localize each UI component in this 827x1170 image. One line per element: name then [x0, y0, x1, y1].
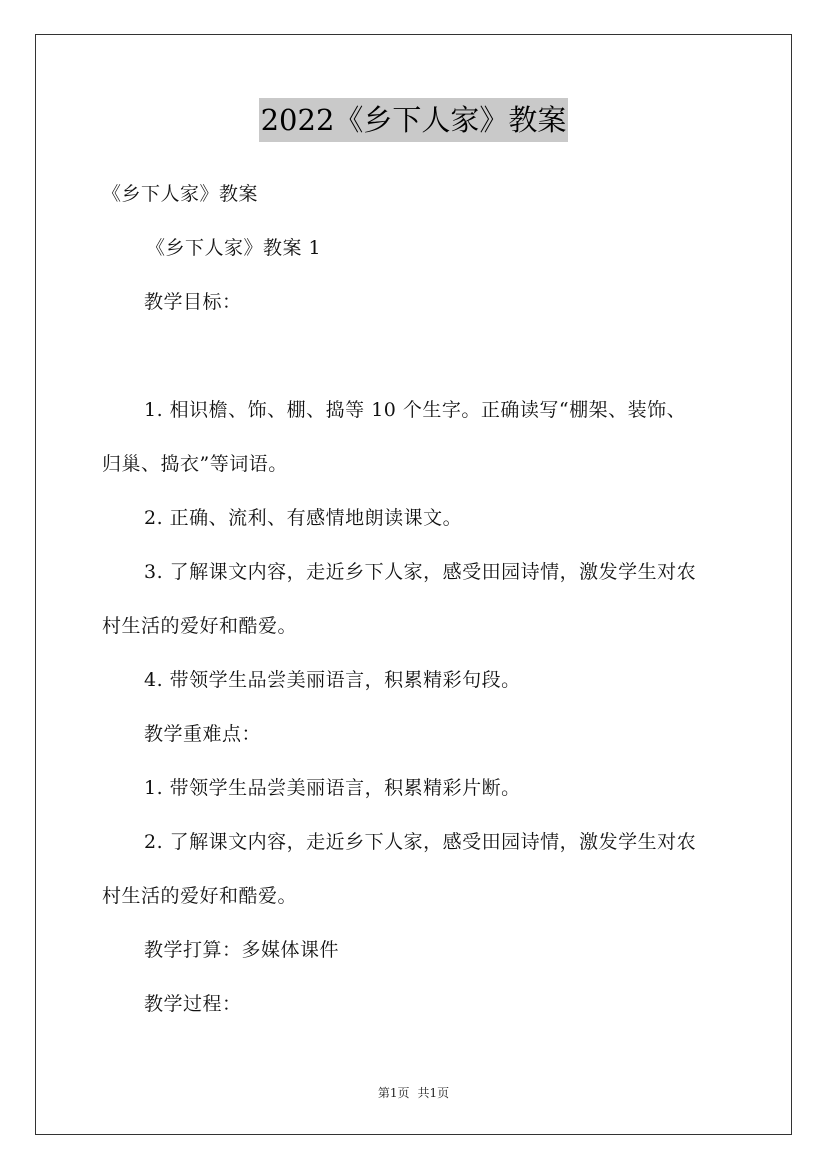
key-point-2-line-2: 村生活的爱好和酷爱。 — [102, 885, 298, 907]
goal-4: 4. 带领学生品尝美丽语言，积累精彩句段。 — [144, 669, 521, 691]
key-points-heading: 教学重难点： — [144, 723, 262, 745]
key-point-1: 1. 带领学生品尝美丽语言，积累精彩片断。 — [144, 777, 521, 799]
goal-2: 2. 正确、流利、有感情地朗读课文。 — [144, 507, 463, 529]
page-total: 共1页 — [417, 1086, 450, 1100]
title-wrap — [0, 98, 827, 142]
process-heading: 教学过程： — [144, 993, 242, 1015]
goal-3-line-2: 村生活的爱好和酷爱。 — [102, 615, 298, 637]
goal-1-line-1: 1. 相识檐、饰、棚、捣等 10 个生字。正确读写“棚架、装饰、 — [144, 399, 687, 421]
goal-1-line-2: 归巢、捣衣”等词语。 — [102, 453, 288, 475]
goals-heading: 教学目标： — [144, 291, 242, 313]
doc-subtitle: 《乡下人家》教案 — [102, 183, 259, 205]
document-title: 2022《乡下人家》教案 — [259, 98, 569, 142]
page-number: 第1页 — [377, 1086, 410, 1100]
section-heading: 《乡下人家》教案 1 — [146, 237, 322, 259]
page-footer — [0, 1085, 827, 1101]
key-point-2-line-1: 2. 了解课文内容，走近乡下人家，感受田园诗情，激发学生对农 — [144, 831, 697, 853]
goal-3-line-1: 3. 了解课文内容，走近乡下人家，感受田园诗情，激发学生对农 — [144, 561, 697, 583]
preparation-line: 教学打算：多媒体课件 — [144, 939, 340, 961]
